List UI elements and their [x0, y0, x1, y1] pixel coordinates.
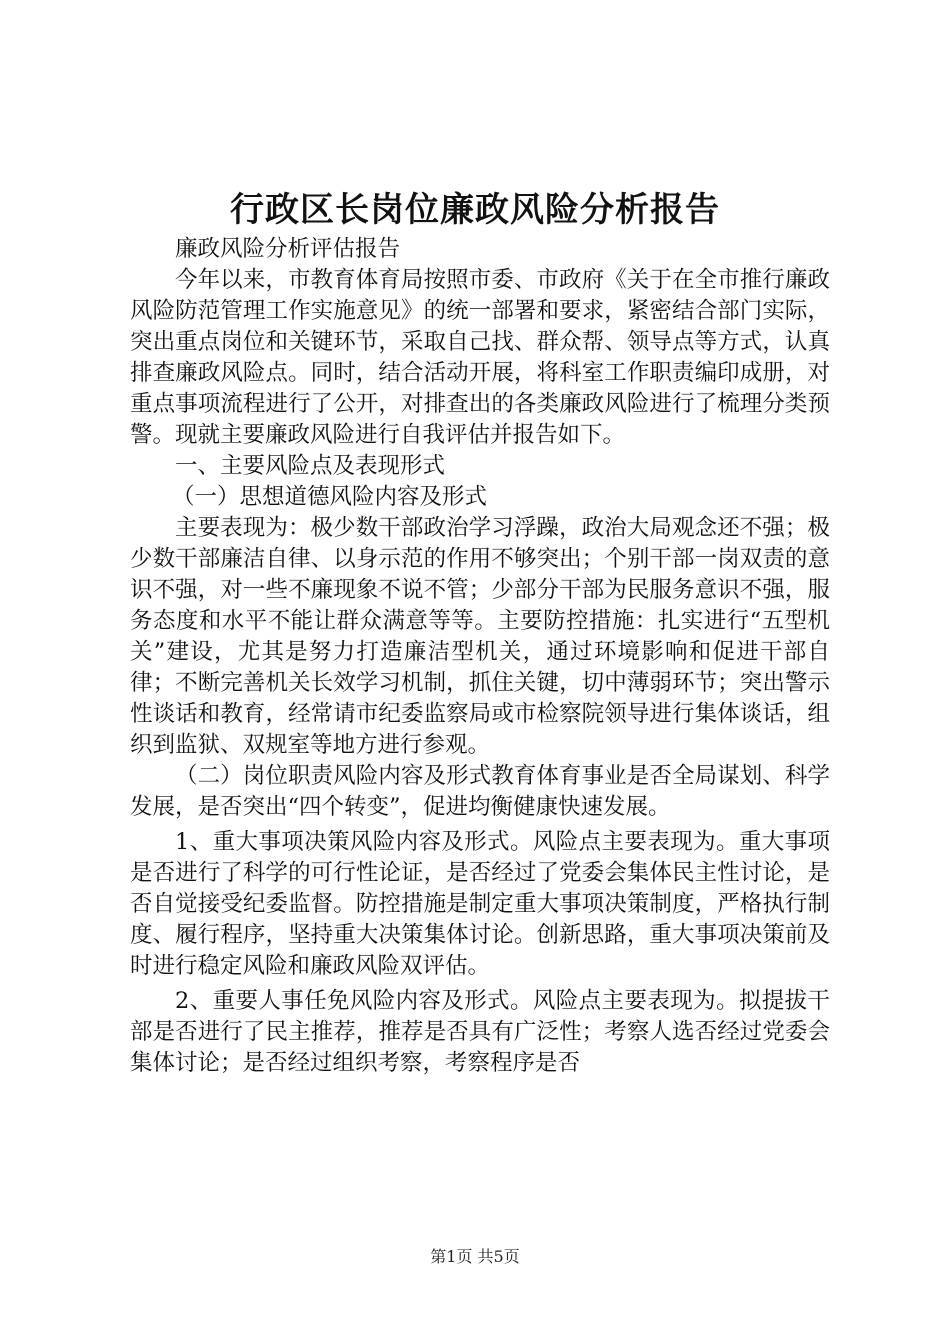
- body-paragraph: 主要表现为：极少数干部政治学习浮躁，政治大局观念还不强；极少数干部廉洁自律、以身示范的作用不够突出；个别干部一岗双责的意识不强，对一些不廉现象不说不管；少部分干部为民服务意识不强，服务态度和水平不能让群众满意等等。主要防控措施：扎实进行“五型机关”建设，尤其是努力打造廉洁型机关，通过环境影响和促进干部自律；不断完善机关长效学习机制，抓住关键，切中薄弱环节；突出警示性谈话和教育，经常请市纪委监察局或市检察院领导进行集体谈话，组织到监狱、双规室等地方进行参观。: [130, 515, 830, 758]
- subsection-heading: （一）思想道德风险内容及形式: [172, 484, 488, 510]
- body-paragraph: （二）岗位职责风险内容及形式教育体育事业是否全局谋划、科学发展，是否突出“四个转变”，促进均衡健康快速发展。: [130, 763, 830, 820]
- subtitle-paragraph: 廉政风险分析评估报告: [175, 236, 401, 262]
- section-heading: 一、主要风险点及表现形式: [175, 453, 446, 479]
- body-paragraph: 今年以来，市教育体育局按照市委、市政府《关于在全市推行廉政风险防范管理工作实施意见》的统一部署和要求，紧密结合部门实际，突出重点岗位和关键环节，采取自己找、群众帮、领导点等方式，认真排查廉政风险点。同时，结合活动开展，将科室工作职责编印成册，对重点事项流程进行了公开，对排查出的各类廉政风险进行了梳理分类预警。现就主要廉政风险进行自我评估并报告如下。: [130, 267, 830, 448]
- document-body: [130, 234, 830, 1079]
- document-title: 行政区长岗位廉政风险分析报告: [230, 190, 720, 230]
- body-paragraph: 2、重要人事任免风险内容及形式。风险点主要表现为。拟提拔干部是否进行了民主推荐，推荐是否具有广泛性；考察人选否经过党委会集体讨论；是否经过组织考察，考察程序是否: [130, 988, 830, 1076]
- body-paragraph: 1、重大事项决策风险内容及形式。风险点主要表现为。重大事项是否进行了科学的可行性论证，是否经过了党委会集体民主性讨论，是否自觉接受纪委监督。防控措施是制定重大事项决策制度，严格执行制度、履行程序，坚持重大决策集体讨论。创新思路，重大事项决策前及时进行稳定风险和廉政风险双评估。: [130, 829, 830, 979]
- page-footer: 第1页 共5页: [430, 1247, 520, 1266]
